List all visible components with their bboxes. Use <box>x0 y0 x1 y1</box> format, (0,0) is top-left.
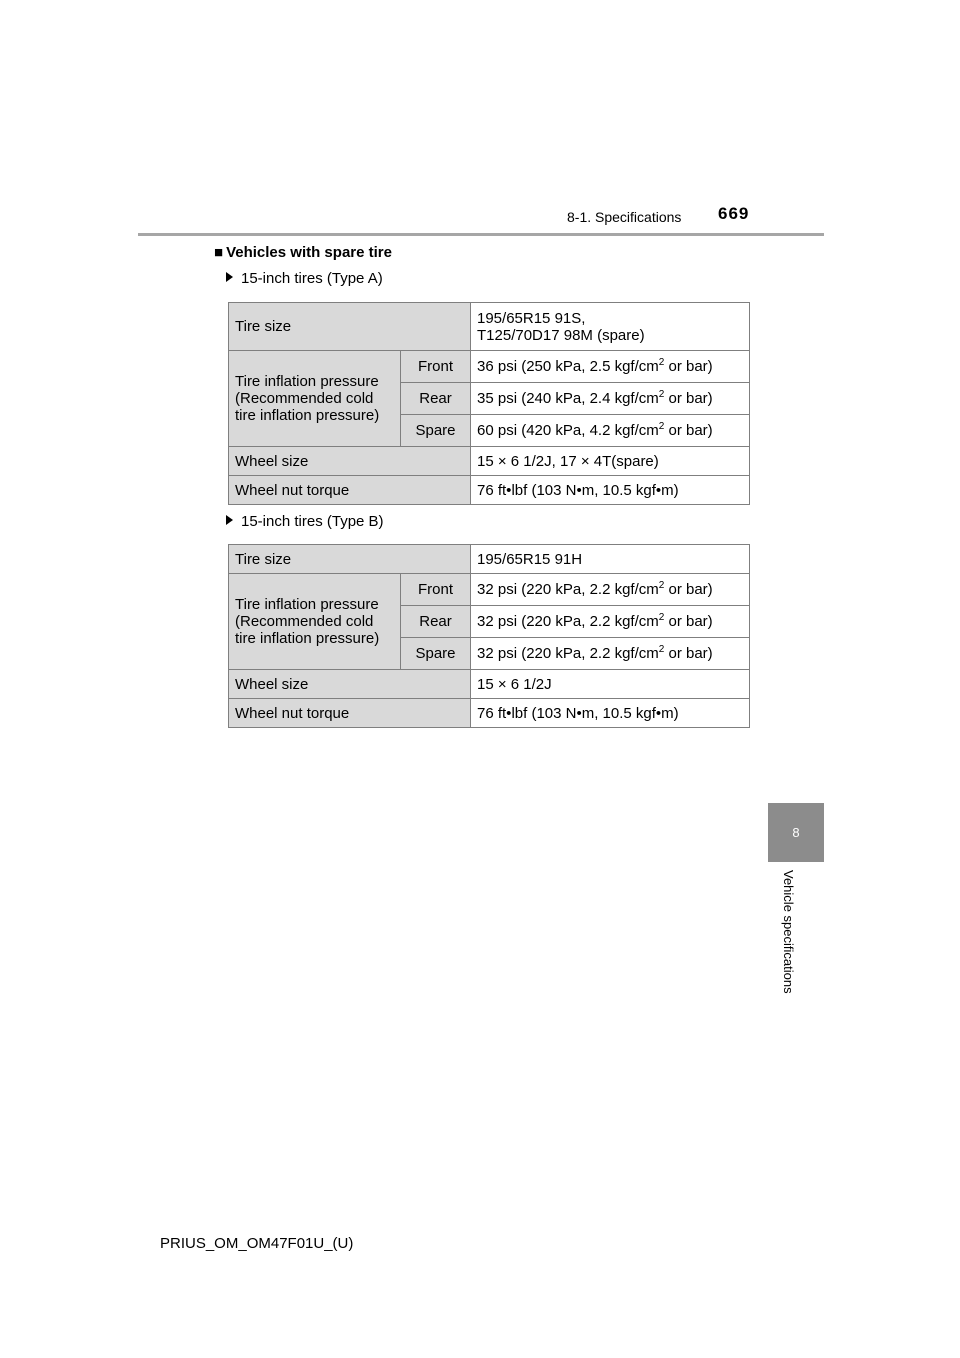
superscript: 2 <box>658 389 665 400</box>
value-text: 35 psi (240 kPa, 2.4 kgf/cm <box>477 390 659 407</box>
rear-pressure-value <box>471 606 750 638</box>
section-heading-text: Vehicles with spare tire <box>226 244 392 261</box>
rear-label: Rear <box>401 383 471 415</box>
rear-label: Rear <box>401 606 471 638</box>
triangle-bullet-icon <box>226 272 233 282</box>
table-row <box>229 545 750 574</box>
table-a-subtitle <box>226 270 383 287</box>
value-text: or bar) <box>664 358 713 375</box>
pressure-label-line: tire inflation pressure) <box>235 407 380 424</box>
table-row <box>229 303 750 351</box>
rear-pressure-value <box>471 383 750 415</box>
spec-table-type-b <box>228 544 750 728</box>
superscript: 2 <box>658 421 665 432</box>
pressure-label <box>229 574 401 670</box>
wheel-size-value: 15 × 6 1/2J, 17 × 4T(spare) <box>471 447 750 476</box>
header-divider <box>138 233 824 236</box>
superscript: 2 <box>658 357 665 368</box>
spare-pressure-value <box>471 638 750 670</box>
tire-size-label: Tire size <box>229 303 471 351</box>
pressure-label-line: tire inflation pressure) <box>235 630 380 647</box>
value-text: or bar) <box>664 645 713 662</box>
tire-size-value-line: 195/65R15 91S, <box>477 309 586 327</box>
section-title: 8-1. Specifications <box>567 209 682 225</box>
document-code: PRIUS_OM_OM47F01U_(U) <box>160 1235 354 1252</box>
torque-value: 76 ft•lbf (103 N•m, 10.5 kgf•m) <box>471 699 750 728</box>
value-text: or bar) <box>664 581 713 598</box>
value-text: 60 psi (420 kPa, 4.2 kgf/cm <box>477 422 659 439</box>
pressure-label-line: (Recommended cold <box>235 613 374 630</box>
spare-label: Spare <box>401 415 471 447</box>
table-row <box>229 476 750 505</box>
value-text: 32 psi (220 kPa, 2.2 kgf/cm <box>477 645 659 662</box>
torque-label: Wheel nut torque <box>229 699 471 728</box>
torque-value: 76 ft•lbf (103 N•m, 10.5 kgf•m) <box>471 476 750 505</box>
superscript: 2 <box>658 644 665 655</box>
superscript: 2 <box>658 580 665 591</box>
page-number: 669 <box>718 204 750 223</box>
spare-label: Spare <box>401 638 471 670</box>
chapter-label: Vehicle specifications <box>781 870 796 994</box>
spare-pressure-value <box>471 415 750 447</box>
wheel-size-label: Wheel size <box>229 447 471 476</box>
pressure-label-line: Tire inflation pressure <box>235 596 379 613</box>
tire-size-value-line: T125/70D17 98M (spare) <box>477 326 645 344</box>
table-b-subtitle <box>226 513 384 530</box>
table-row <box>229 447 750 476</box>
pressure-label <box>229 351 401 447</box>
value-text: 32 psi (220 kPa, 2.2 kgf/cm <box>477 581 659 598</box>
front-pressure-value <box>471 574 750 606</box>
chapter-tab <box>768 803 824 862</box>
value-text: or bar) <box>664 390 713 407</box>
superscript: 2 <box>658 612 665 623</box>
value-text: or bar) <box>664 613 713 630</box>
front-pressure-value <box>471 351 750 383</box>
table-row <box>229 574 750 606</box>
value-text: 36 psi (250 kPa, 2.5 kgf/cm <box>477 358 659 375</box>
chapter-number: 8 <box>792 825 800 840</box>
wheel-size-label: Wheel size <box>229 670 471 699</box>
table-row <box>229 699 750 728</box>
value-text: or bar) <box>664 422 713 439</box>
front-label: Front <box>401 351 471 383</box>
tire-size-label: Tire size <box>229 545 471 574</box>
pressure-label-line: Tire inflation pressure <box>235 373 379 390</box>
table-b-subtitle-text: 15-inch tires (Type B) <box>241 513 384 530</box>
value-text: 32 psi (220 kPa, 2.2 kgf/cm <box>477 613 659 630</box>
table-row <box>229 351 750 383</box>
wheel-size-value: 15 × 6 1/2J <box>471 670 750 699</box>
triangle-bullet-icon <box>226 515 233 525</box>
spec-table-type-a <box>228 302 750 505</box>
tire-size-value: 195/65R15 91H <box>471 545 750 574</box>
table-a-subtitle-text: 15-inch tires (Type A) <box>241 270 383 287</box>
table-row <box>229 670 750 699</box>
section-heading <box>214 244 392 261</box>
torque-label: Wheel nut torque <box>229 476 471 505</box>
pressure-label-line: (Recommended cold <box>235 390 374 407</box>
square-bullet-icon: ■ <box>214 244 224 261</box>
tire-size-value <box>471 303 750 351</box>
front-label: Front <box>401 574 471 606</box>
